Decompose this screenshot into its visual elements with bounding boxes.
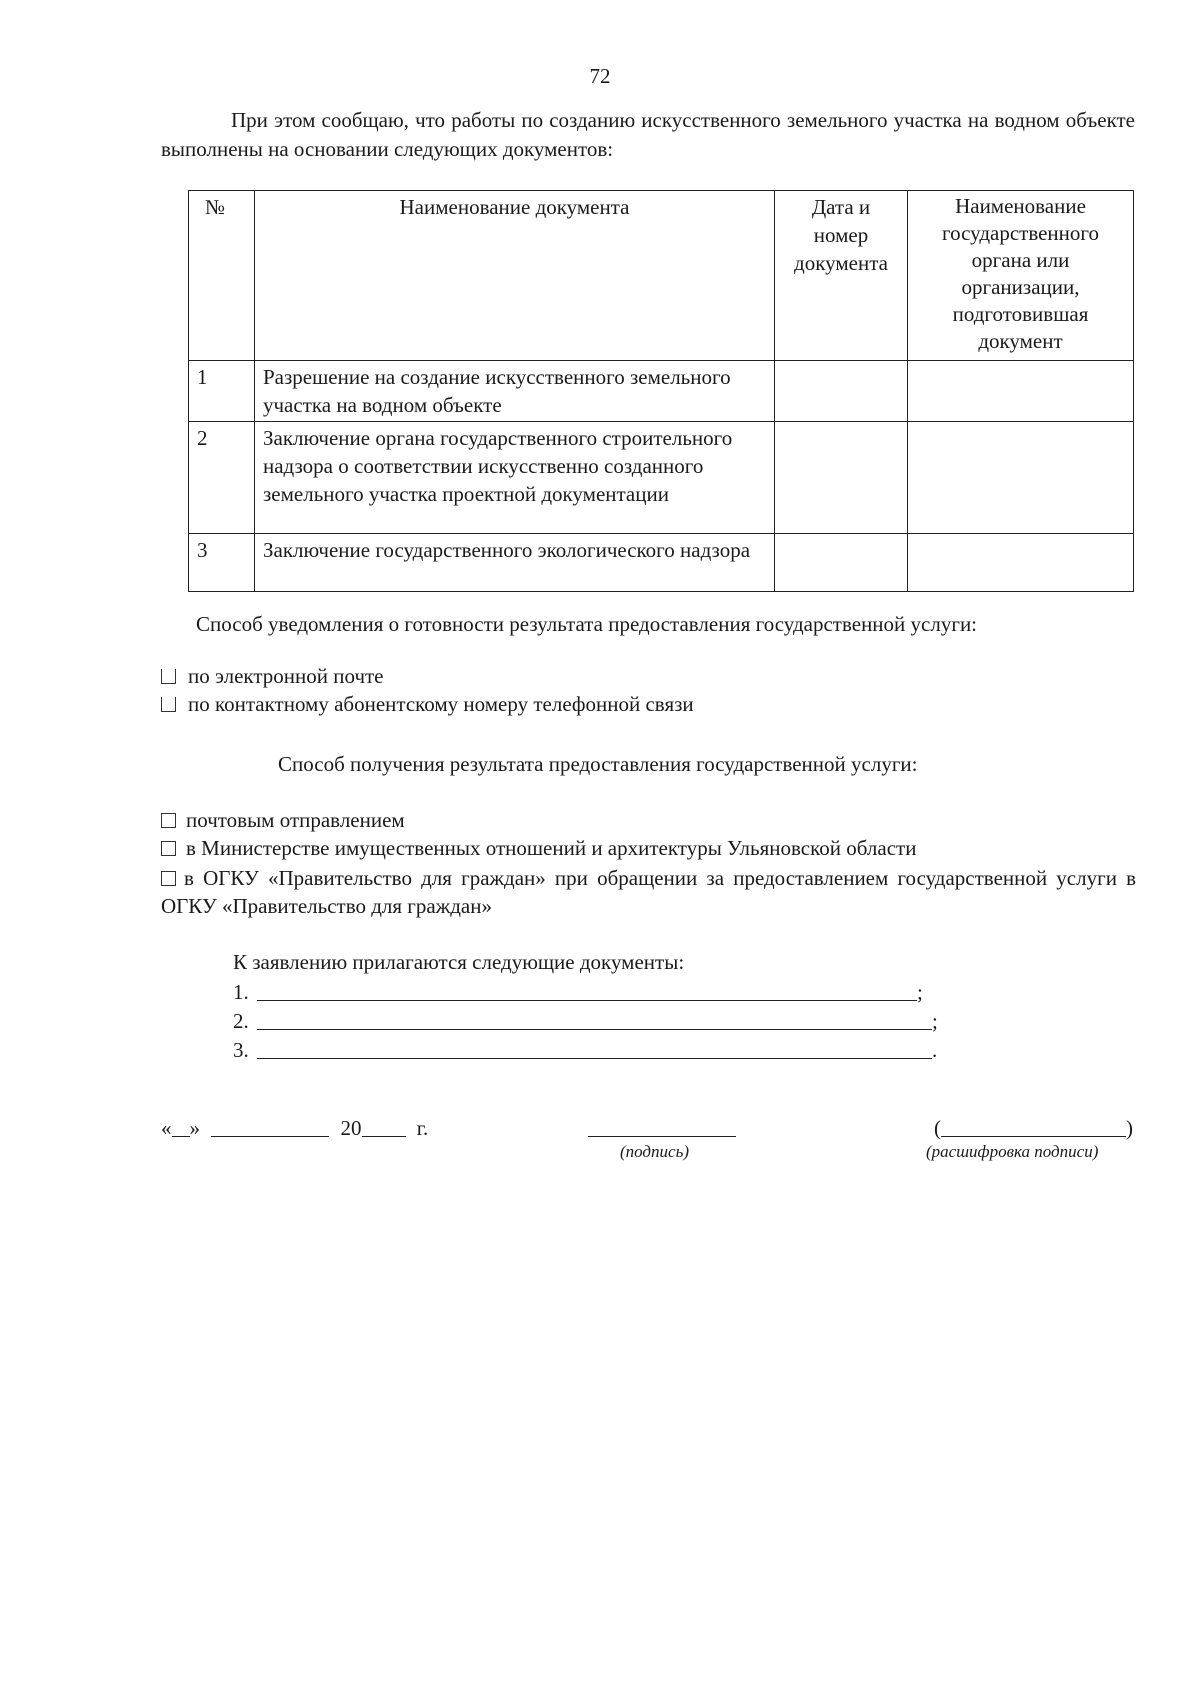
decryption-caption: (расшифровка подписи) — [926, 1142, 1099, 1161]
attachment-blank[interactable] — [257, 1038, 932, 1059]
intro-paragraph: При этом сообщаю, что работы по созданию искусственного земельного участка на водном объекте выполнены на основании следующих документов: — [161, 108, 1135, 161]
decryption-open: ( — [934, 1116, 941, 1140]
decryption-blank[interactable] — [941, 1116, 1126, 1137]
receipt-option-ministry[interactable] — [161, 836, 916, 861]
attachment-line[interactable] — [233, 980, 923, 1005]
attachment-line[interactable] — [233, 1038, 937, 1063]
option-label: по электронной почте — [188, 664, 384, 688]
attachment-end: ; — [917, 980, 923, 1004]
row-num: 1 — [189, 361, 255, 422]
row-date-cell[interactable] — [775, 534, 908, 592]
attachment-number: 3. — [233, 1038, 249, 1062]
checkbox-icon[interactable] — [161, 669, 176, 684]
notification-option-email[interactable] — [161, 664, 384, 689]
attachment-end: . — [932, 1038, 938, 1062]
table-header-row — [189, 191, 1134, 361]
checkbox-icon[interactable] — [161, 841, 176, 856]
header-num: № — [189, 191, 255, 361]
row-num: 3 — [189, 534, 255, 592]
month-blank[interactable] — [211, 1116, 329, 1137]
row-org-cell[interactable] — [908, 361, 1134, 422]
checkbox-icon[interactable] — [161, 871, 176, 886]
notification-option-phone[interactable] — [161, 692, 694, 717]
attachments-heading: К заявлению прилагаются следующие документы: — [233, 950, 685, 974]
option-label: по контактному абонентскому номеру телефонной связи — [188, 692, 694, 716]
attachment-end: ; — [932, 1009, 938, 1033]
table-row — [189, 422, 1134, 534]
signature-date[interactable] — [161, 1116, 428, 1141]
checkbox-icon[interactable] — [161, 813, 176, 828]
receipt-option-ogku[interactable] — [161, 864, 1136, 920]
signature-caption: (подпись) — [620, 1142, 689, 1161]
attachment-number: 2. — [233, 1009, 249, 1033]
attachment-line[interactable] — [233, 1009, 938, 1034]
receipt-option-mail[interactable] — [161, 808, 405, 833]
row-date-cell[interactable] — [775, 422, 908, 534]
row-date-cell[interactable] — [775, 361, 908, 422]
documents-table — [188, 190, 1134, 592]
header-date-number: Дата и номер документа — [775, 191, 908, 361]
option-label: в ОГКУ «Правительство для граждан» при обращении за предоставлением государственной услуги в ОГКУ «Правительство для граждан» — [161, 866, 1136, 918]
row-num: 2 — [189, 422, 255, 534]
year-suffix: г. — [416, 1116, 429, 1140]
row-document-name: Разрешение на создание искусственного земельного участка на водном объекте — [255, 361, 775, 422]
decryption-field[interactable] — [934, 1116, 1133, 1141]
signature-blank[interactable] — [588, 1136, 736, 1137]
page-number: 72 — [589, 64, 611, 88]
attachment-number: 1. — [233, 980, 249, 1004]
row-org-cell[interactable] — [908, 534, 1134, 592]
option-label: почтовым отправлением — [186, 808, 405, 832]
decryption-close: ) — [1126, 1116, 1133, 1140]
attachment-blank[interactable] — [257, 1009, 932, 1030]
row-org-cell[interactable] — [908, 422, 1134, 534]
notification-heading: Способ уведомления о готовности результата предоставления государственной услуги: — [196, 612, 978, 636]
header-organization: Наименование государственного органа или организации, подготовившая документ — [908, 191, 1134, 361]
attachment-blank[interactable] — [257, 980, 917, 1001]
option-label: в Министерстве имущественных отношений и архитектуры Ульяновской области — [186, 836, 917, 860]
year-blank[interactable] — [362, 1116, 406, 1137]
row-document-name: Заключение государственного экологического надзора — [255, 534, 775, 592]
day-blank[interactable] — [172, 1116, 190, 1137]
receipt-heading: Способ получения результата предоставления государственной услуги: — [278, 752, 918, 776]
date-close-quote: » — [189, 1116, 200, 1140]
date-open-quote: « — [161, 1116, 172, 1140]
checkbox-icon[interactable] — [161, 697, 176, 712]
table-row — [189, 534, 1134, 592]
header-document-name: Наименование документа — [255, 191, 775, 361]
year-prefix: 20 — [340, 1116, 362, 1140]
row-document-name: Заключение органа государственного строительного надзора о соответствии искусственно созданного земельного участка проектной документации — [255, 422, 775, 534]
table-row — [189, 361, 1134, 422]
